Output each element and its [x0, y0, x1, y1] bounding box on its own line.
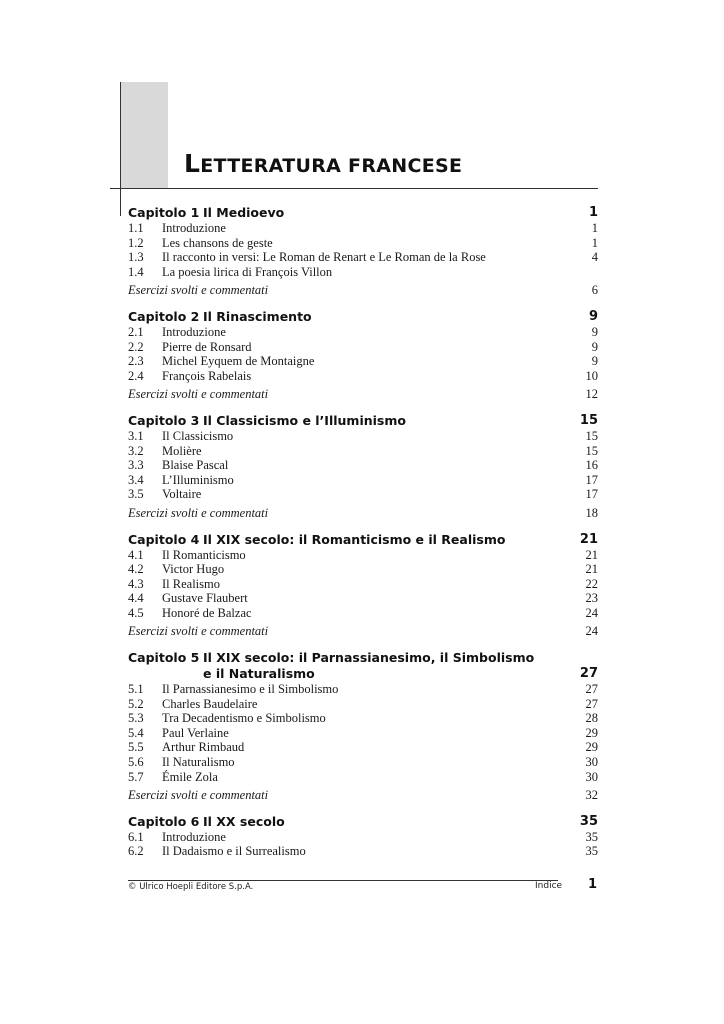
- entry-title: Il Parnassianesimo e il Simbolismo: [162, 682, 339, 697]
- chapter-label: Capitolo 3: [128, 412, 200, 428]
- chapter-label: Capitolo 5: [128, 650, 200, 666]
- toc-entry: [128, 830, 598, 845]
- chapter-title-line: Il XX secolo: [203, 813, 285, 829]
- entry-number: 2.2: [128, 339, 144, 354]
- toc-entry: [128, 844, 598, 859]
- chapter-page-number: 27: [579, 666, 598, 682]
- entry-number: 2.1: [128, 324, 144, 339]
- entry-title: Pierre de Ronsard: [162, 339, 252, 354]
- chapter-label: Capitolo 6: [128, 813, 200, 829]
- chapter-title-line: Il Rinascimento: [203, 308, 312, 324]
- entry-page-number: 10: [585, 368, 598, 383]
- entry-page-number: 9: [591, 324, 598, 339]
- entry-page-number: 17: [585, 472, 598, 487]
- entry-number: 5.7: [128, 769, 144, 784]
- entry-title: Molière: [162, 443, 202, 458]
- entry-page-number: 30: [585, 769, 598, 784]
- entry-title: Introduzione: [162, 829, 226, 844]
- entry-title: L’Illuminismo: [162, 472, 234, 487]
- toc-entry: [128, 458, 598, 473]
- entry-number: 4.3: [128, 576, 144, 591]
- entry-title: Victor Hugo: [162, 562, 225, 577]
- entry-page-number: 29: [585, 725, 598, 740]
- chapter-title-line: Il Medioevo: [203, 205, 285, 220]
- entry-title: Voltaire: [162, 487, 202, 502]
- entry-number: 1.4: [128, 264, 144, 279]
- exercises-page-number: 18: [585, 505, 598, 520]
- entry-number: 5.5: [128, 740, 144, 755]
- chapter-heading-left: [128, 413, 406, 429]
- exercises-label: Esercizi svolti e commentati: [128, 505, 269, 520]
- entry-page-number: 23: [585, 591, 598, 606]
- entry-number: 2.4: [128, 368, 144, 383]
- chapter-heading-left: [128, 814, 285, 830]
- chapter-title: [203, 413, 406, 429]
- entry-number: 1.3: [128, 250, 144, 265]
- toc-entry: [128, 682, 598, 697]
- chapter-title: [203, 205, 284, 221]
- entry-title: Michel Eyquem de Montaigne: [162, 354, 315, 369]
- entry-page-number: 29: [585, 740, 598, 755]
- toc-entry: [128, 473, 598, 488]
- chapter-heading-left: [128, 532, 505, 548]
- toc-entry: [128, 236, 598, 251]
- exercises-label: Esercizi svolti e commentati: [128, 788, 269, 803]
- exercises-label: Esercizi svolti e commentati: [128, 387, 269, 402]
- entry-number: 6.1: [128, 829, 144, 844]
- chapter-title: [203, 309, 312, 325]
- entry-page-number: 24: [585, 605, 598, 620]
- toc-entry: [128, 755, 598, 770]
- entry-title: Les chansons de geste: [162, 235, 273, 250]
- entry-title: Honoré de Balzac: [162, 605, 252, 620]
- chapter-section: [128, 532, 598, 640]
- toc-entry: [128, 606, 598, 621]
- entry-page-number: 21: [585, 562, 598, 577]
- chapter-title: [203, 532, 505, 548]
- chapter-page-number: 35: [579, 813, 598, 829]
- toc-entry: [128, 369, 598, 384]
- entry-page-number: 4: [591, 250, 598, 265]
- footer-section-label: Indice: [535, 881, 563, 891]
- chapter-section: [128, 650, 598, 803]
- entry-title: Paul Verlaine: [162, 725, 229, 740]
- toc-entry: [128, 770, 598, 785]
- exercises-page-number: 24: [585, 624, 598, 639]
- title-initial: L: [184, 149, 201, 178]
- entry-number: 3.5: [128, 487, 144, 502]
- chapter-heading: [128, 205, 598, 221]
- footer-page-number: 1: [588, 877, 598, 892]
- toc-entry: [128, 250, 598, 265]
- chapter-heading: [128, 650, 598, 682]
- entry-number: 5.3: [128, 711, 144, 726]
- chapter-title-line: Il Classicismo e l’Illuminismo: [203, 412, 406, 428]
- table-of-contents: [128, 205, 598, 870]
- entry-title: Il Romanticismo: [162, 547, 246, 562]
- toc-entry: [128, 354, 598, 369]
- exercises-page-number: 12: [585, 387, 598, 402]
- toc-entry: [128, 548, 598, 563]
- entry-page-number: 9: [591, 354, 598, 369]
- entry-number: 4.1: [128, 547, 144, 562]
- toc-entry: [128, 711, 598, 726]
- entry-number: 2.3: [128, 354, 144, 369]
- entry-number: 5.1: [128, 682, 144, 697]
- chapter-page-number: 9: [588, 308, 598, 324]
- toc-entry: [128, 591, 598, 606]
- chapter-label: Capitolo 1: [128, 205, 200, 220]
- entry-title: Introduzione: [162, 221, 226, 235]
- title-rest: ETTERATURA FRANCESE: [200, 155, 463, 177]
- entry-page-number: 22: [585, 576, 598, 591]
- footer-rule: [128, 880, 558, 881]
- entry-page-number: 30: [585, 755, 598, 770]
- entry-title: Il Dadaismo e il Surrealismo: [162, 844, 306, 859]
- entry-page-number: 15: [585, 443, 598, 458]
- chapter-heading-left: [128, 309, 312, 325]
- decorative-gray-block: [120, 82, 168, 188]
- chapter-title-line: e il Naturalismo: [203, 666, 315, 682]
- entry-page-number: 1: [591, 235, 598, 250]
- entry-number: 4.2: [128, 562, 144, 577]
- entry-title: Introduzione: [162, 324, 226, 339]
- entry-title: Il Realismo: [162, 576, 220, 591]
- entry-number: 3.2: [128, 443, 144, 458]
- entry-title: La poesia lirica di François Villon: [162, 264, 333, 279]
- exercises-entry: [128, 624, 598, 639]
- entry-page-number: 15: [585, 428, 598, 443]
- footer-copyright: © Ulrico Hoepli Editore S.p.A.: [128, 882, 254, 892]
- chapter-page-number: 1: [588, 205, 598, 220]
- entry-number: 1.1: [128, 221, 144, 235]
- exercises-entry: [128, 788, 598, 803]
- entry-page-number: [574, 265, 598, 280]
- entry-title: Charles Baudelaire: [162, 696, 258, 711]
- exercises-label: Esercizi svolti e commentati: [128, 283, 269, 298]
- toc-entry: [128, 562, 598, 577]
- toc-entry: [128, 340, 598, 355]
- entry-number: 4.4: [128, 591, 144, 606]
- entry-number: 3.1: [128, 428, 144, 443]
- chapter-title: [203, 650, 534, 682]
- chapter-section: [128, 205, 598, 298]
- entry-page-number: 27: [585, 696, 598, 711]
- chapter-title-line: Il XIX secolo: il Romanticismo e il Realismo: [203, 531, 506, 547]
- entry-number: 5.6: [128, 755, 144, 770]
- chapter-heading: [128, 814, 598, 830]
- chapter-heading: [128, 413, 598, 429]
- toc-entry: [128, 487, 598, 502]
- chapter-section: [128, 413, 598, 521]
- toc-entry: [128, 221, 598, 236]
- entry-title: Il racconto in versi: Le Roman de Renart e Le Roman de la Rose: [162, 250, 486, 265]
- entry-page-number: 9: [591, 339, 598, 354]
- exercises-entry: [128, 283, 598, 298]
- entry-number: 3.3: [128, 458, 144, 473]
- exercises-entry: [128, 506, 598, 521]
- chapter-section: [128, 814, 598, 859]
- entry-number: 1.2: [128, 235, 144, 250]
- chapter-page-number: 15: [579, 412, 598, 428]
- entry-page-number: 17: [585, 487, 598, 502]
- toc-entry: [128, 429, 598, 444]
- chapter-heading-left: [128, 205, 284, 221]
- toc-entry: [128, 740, 598, 755]
- entry-number: 4.5: [128, 605, 144, 620]
- entry-title: Il Classicismo: [162, 428, 234, 443]
- chapter-title-line: Il XIX secolo: il Parnassianesimo, il Simbolismo: [203, 650, 535, 666]
- entry-number: 5.2: [128, 696, 144, 711]
- chapter-heading: [128, 309, 598, 325]
- title-rule: [110, 188, 598, 189]
- entry-title: Émile Zola: [162, 769, 218, 784]
- entry-title: Arthur Rimbaud: [162, 740, 245, 755]
- entry-title: Blaise Pascal: [162, 458, 229, 473]
- entry-page-number: 16: [585, 458, 598, 473]
- chapter-page-number: 21: [579, 531, 598, 547]
- chapter-section: [128, 309, 598, 402]
- chapter-heading: [128, 532, 598, 548]
- entry-title: Gustave Flaubert: [162, 591, 248, 606]
- entry-page-number: 1: [591, 221, 598, 235]
- chapter-heading-left: [128, 650, 534, 682]
- toc-entry: [128, 444, 598, 459]
- toc-entry: [128, 697, 598, 712]
- entry-number: 5.4: [128, 725, 144, 740]
- chapter-title: [203, 814, 285, 830]
- page-title: [184, 151, 462, 176]
- toc-entry: [128, 577, 598, 592]
- exercises-entry: [128, 387, 598, 402]
- exercises-page-number: 32: [585, 788, 598, 803]
- entry-title: François Rabelais: [162, 368, 252, 383]
- exercises-page-number: 6: [591, 283, 598, 298]
- toc-entry: [128, 265, 598, 280]
- entry-page-number: 27: [585, 682, 598, 697]
- entry-title: Tra Decadentismo e Simbolismo: [162, 711, 326, 726]
- vertical-rule: [120, 82, 121, 216]
- toc-entry: [128, 325, 598, 340]
- entry-page-number: 35: [585, 844, 598, 859]
- chapter-label: Capitolo 4: [128, 531, 200, 547]
- entry-page-number: 21: [585, 547, 598, 562]
- chapter-label: Capitolo 2: [128, 308, 200, 324]
- toc-entry: [128, 726, 598, 741]
- entry-page-number: 28: [585, 711, 598, 726]
- entry-page-number: 35: [585, 829, 598, 844]
- exercises-label: Esercizi svolti e commentati: [128, 624, 269, 639]
- entry-title: Il Naturalismo: [162, 755, 235, 770]
- entry-number: 6.2: [128, 844, 144, 859]
- entry-number: 3.4: [128, 472, 144, 487]
